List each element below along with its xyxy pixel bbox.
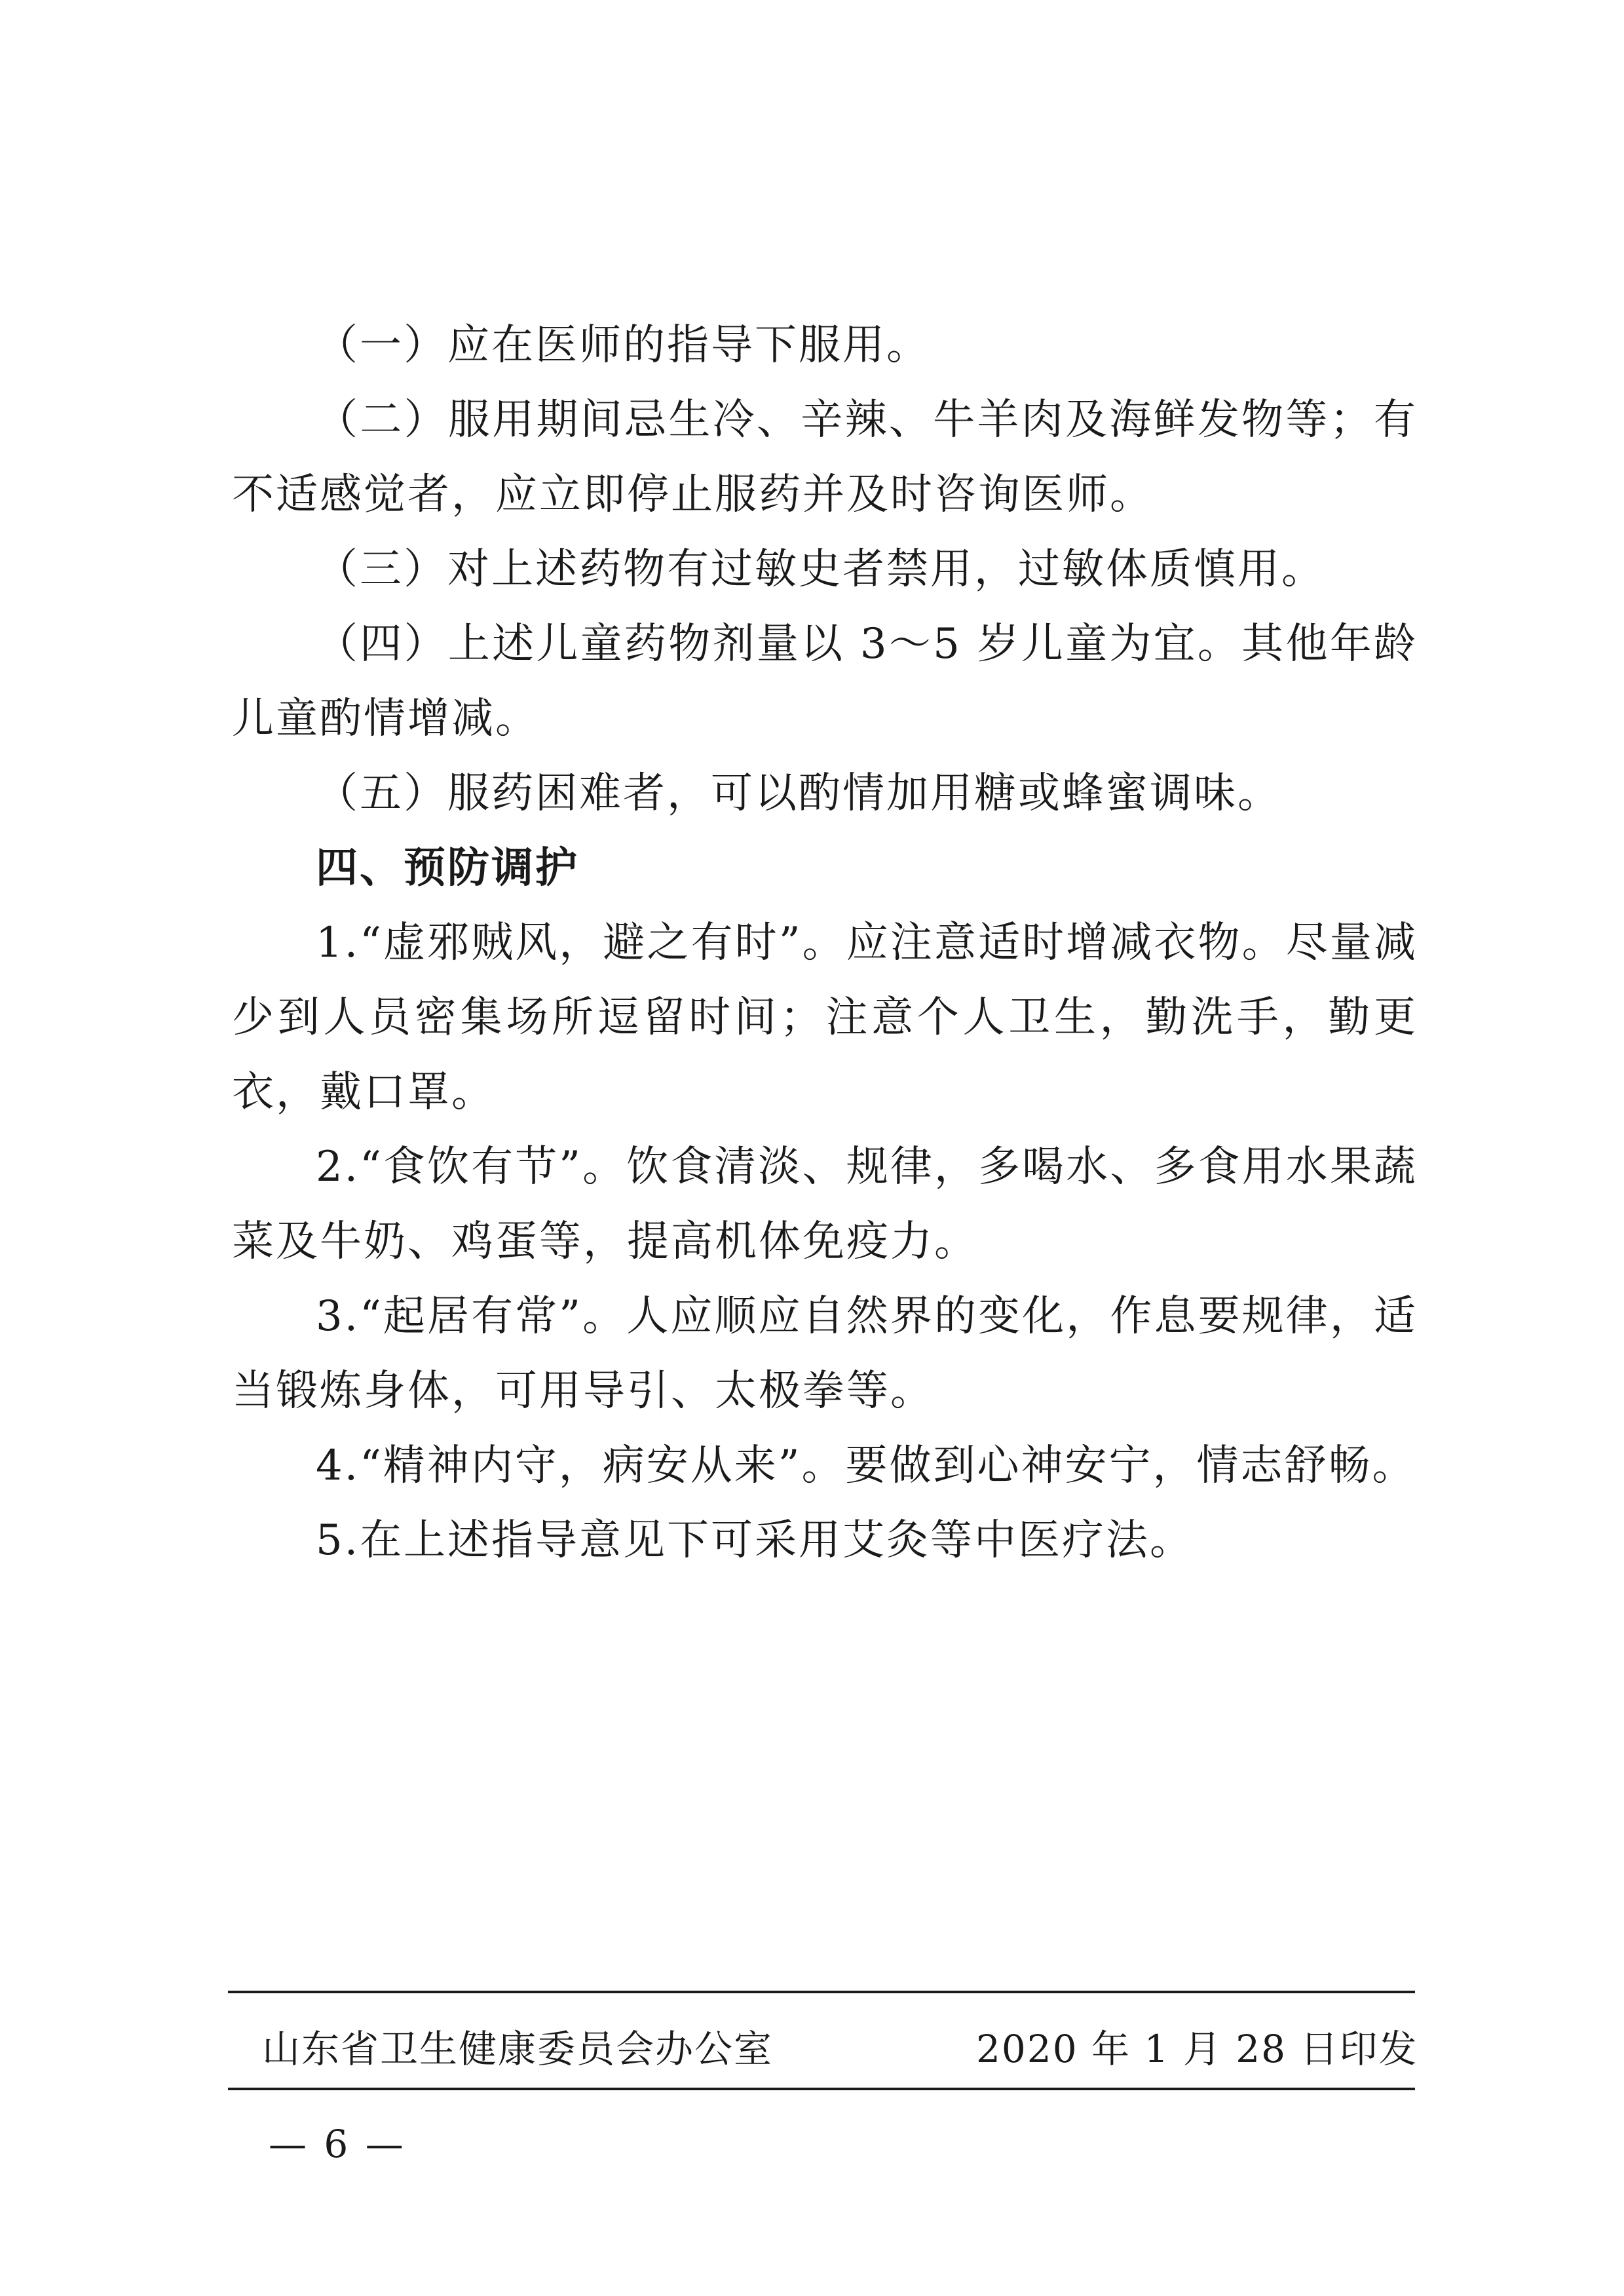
- section-heading: 四、预防调护: [316, 844, 579, 892]
- imprint-organization: 山东省卫生健康委员会办公室: [262, 2027, 774, 2071]
- precaution-paragraph-3: （三）对上述药物有过敏史者禁用，过敏体质慎用。: [316, 545, 1325, 594]
- document-body: [232, 308, 1418, 1578]
- prevention-item-4: 4.“精神内守，病安从来”。要做到心神安宁，情志舒畅。: [316, 1442, 1416, 1490]
- precaution-paragraph-1: （一）应在医师的指导下服用。: [316, 321, 930, 370]
- prevention-item-2: 2.“食饮有节”。饮食清淡、规律，多喝水、多食用水果蔬菜及牛奶、鸡蛋等，提高机体免疫力。: [232, 1143, 1418, 1266]
- precaution-paragraph-4: （四）上述儿童药物剂量以 3～5 岁儿童为宜。其他年龄儿童酌情增减。: [232, 620, 1418, 743]
- precaution-paragraph-2: （二）服用期间忌生冷、辛辣、牛羊肉及海鲜发物等；有不适感觉者，应立即停止服药并及时咨询医师。: [232, 396, 1418, 519]
- prevention-item-1: 1.“虚邪贼风，避之有时”。应注意适时增减衣物。尽量减少到人员密集场所逗留时间；注意个人卫生，勤洗手，勤更衣，戴口罩。: [232, 919, 1418, 1117]
- imprint-bottom-rule: [228, 2088, 1415, 2090]
- imprint-top-rule: [228, 1991, 1415, 1993]
- precaution-paragraph-5: （五）服药困难者，可以酌情加用糖或蜂蜜调味。: [316, 769, 1281, 818]
- prevention-item-3: 3.“起居有常”。人应顺应自然界的变化，作息要规律，适当锻炼身体，可用导引、太极拳等。: [232, 1292, 1418, 1415]
- imprint-date: 2020 年 1 月 28 日印发: [976, 2027, 1418, 2071]
- prevention-item-5: 5.在上述指导意见下可采用艾灸等中医疗法。: [316, 1516, 1194, 1565]
- page-number: — 6 —: [269, 2122, 406, 2166]
